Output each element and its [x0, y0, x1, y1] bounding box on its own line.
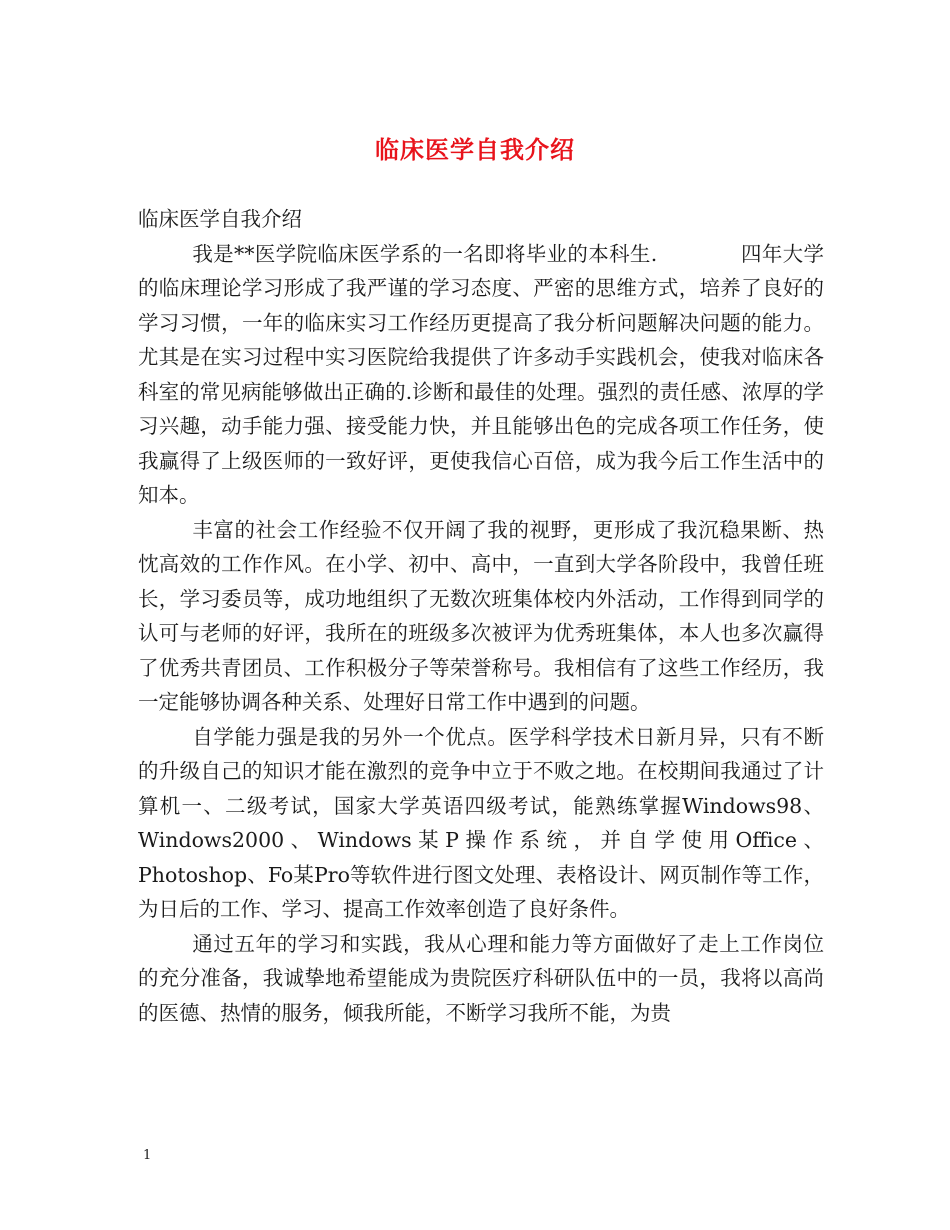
- document-title: 临床医学自我介绍: [375, 135, 575, 164]
- paragraph-2: 丰富的社会工作经验不仅开阔了我的视野，更形成了我沉稳果断、热忱高效的工作作风。在小学、初中、高中，一直到大学各阶段中，我曾任班长，学习委员等，成功地组织了无数次班集体校内外活动，工作得到同学的认可与老师的好评，我所在的班级多次被评为优秀班集体，本人也多次赢得了优秀共青团员、工作积极分子等荣誉称号。我相信有了这些工作经历，我一定能够协调各种关系、处理好日常工作中遇到的问题。: [138, 517, 824, 714]
- document-body: [138, 202, 824, 1030]
- document-subtitle: 临床医学自我介绍: [138, 207, 302, 231]
- paragraph-3: 自学能力强是我的另外一个优点。医学科学技术日新月异，只有不断的升级自己的知识才能在激烈的竞争中立于不败之地。在校期间我通过了计算机一、二级考试，国家大学英语四级考试，能熟练掌握Windows98、Windows2000、Windows某P操作系统，并自学使用Office、Photoshop、Fo某Pro等软件进行图文处理、表格设计、网页制作等工作，为日后的工作、学习、提高工作效率创造了良好条件。: [138, 724, 824, 921]
- paragraph-4: 通过五年的学习和实践，我从心理和能力等方面做好了走上工作岗位的充分准备，我诚挚地希望能成为贵院医疗科研队伍中的一员，我将以高尚的医德、热情的服务，倾我所能，不断学习我所不能，为贵: [138, 931, 824, 1025]
- page-number: 1: [143, 1148, 152, 1163]
- paragraph-1: 我是**医学院临床医学系的一名即将毕业的本科生. 四年大学的临床理论学习形成了我严谨的学习态度、严密的思维方式，培养了良好的学习习惯，一年的临床实习工作经历更提高了我分析问题解决问题的能力。尤其是在实习过程中实习医院给我提供了许多动手实践机会，使我对临床各科室的常见病能够做出正确的.诊断和最佳的处理。强烈的责任感、浓厚的学习兴趣，动手能力强、接受能力快，并且能够出色的完成各项工作任务，使我赢得了上级医师的一致好评，更使我信心百倍，成为我今后工作生活中的知本。: [138, 241, 824, 507]
